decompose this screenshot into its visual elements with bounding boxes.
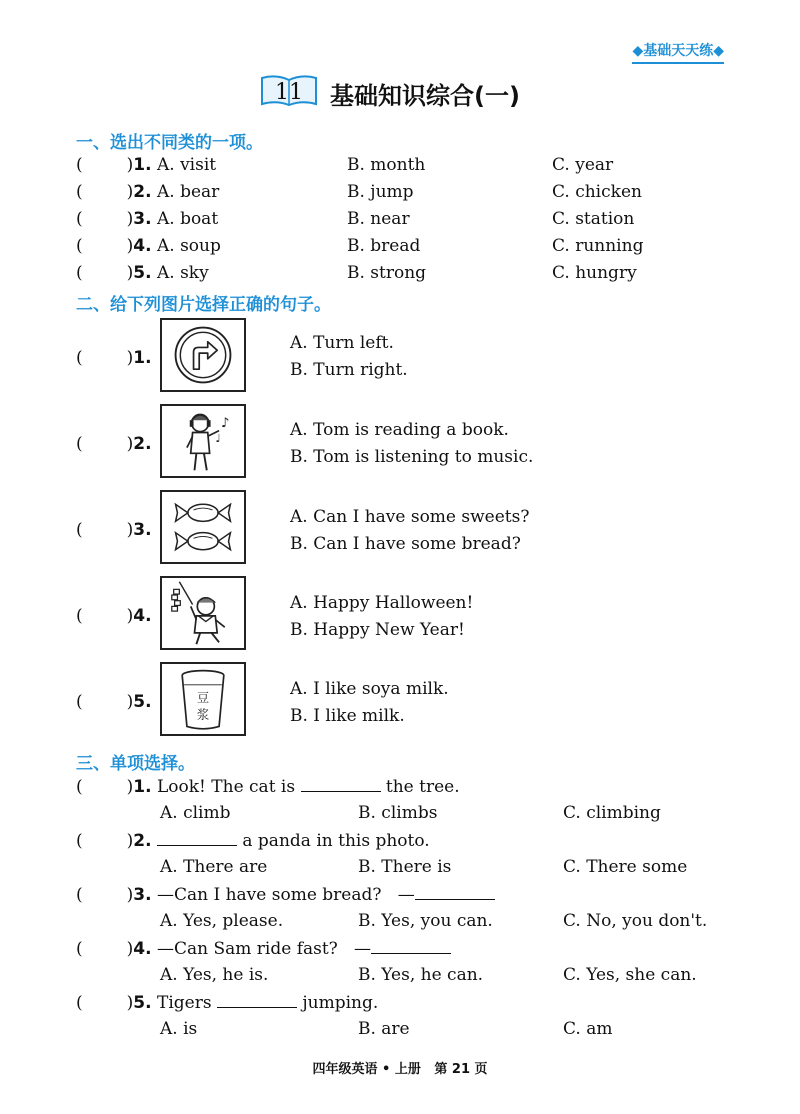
question-text-before: Tigers [156, 993, 212, 1013]
section3-heading: 三、单项选择。 [76, 754, 195, 774]
answer-paren-open[interactable]: ( [76, 520, 83, 540]
answer-paren-open[interactable]: ( [76, 939, 83, 959]
section1-heading: 一、选出不同类的一项。 [76, 133, 263, 153]
item-number: 2. [133, 182, 152, 202]
s3-item-5-a: A. is [160, 1019, 198, 1039]
s3-item-1-a: A. climb [160, 803, 231, 823]
soya-milk-cup-icon [160, 662, 246, 736]
s3-item-1-c: C. climbing [563, 803, 661, 823]
sweets-icon [160, 490, 246, 564]
section2-heading: 二、给下列图片选择正确的句子。 [76, 295, 331, 315]
answer-paren-close: ) [126, 777, 134, 797]
item-number: 3. [133, 885, 152, 905]
option-a: A. sky [156, 263, 209, 283]
s2-item-3-b: B. Can I have some bread? [290, 534, 521, 554]
s3-item-5-b: B. are [358, 1019, 410, 1039]
s3-item-4-question [76, 935, 451, 961]
answer-paren-close: ) [126, 434, 134, 454]
s3-item-3-a: A. Yes, please. [160, 911, 284, 931]
turn-right-sign-icon [160, 318, 246, 392]
s1-item-1 [76, 152, 216, 178]
s1-item-1-b: B. month [347, 155, 426, 175]
s2-item-3-a: A. Can I have some sweets? [290, 507, 530, 527]
answer-blank[interactable] [217, 989, 297, 1008]
answer-paren-close: ) [126, 993, 134, 1013]
answer-paren-close: ) [126, 263, 134, 283]
s3-item-3-c: C. No, you don't. [563, 911, 708, 931]
s1-item-1-c: C. year [552, 155, 614, 175]
s2-item-5-answer [76, 689, 152, 715]
answer-paren-close: ) [126, 209, 134, 229]
option-a: A. soup [156, 236, 221, 256]
item-number: 1. [133, 155, 152, 175]
question-text-after: jumping. [302, 993, 379, 1013]
question-text-after: the tree. [385, 777, 460, 797]
s2-item-1-b: B. Turn right. [290, 360, 408, 380]
answer-paren-close: ) [126, 520, 134, 540]
s2-item-2-a: A. Tom is reading a book. [290, 420, 509, 440]
unit-number: 11 [275, 80, 303, 105]
s1-item-5-b: B. strong [347, 263, 427, 283]
s1-item-5 [76, 260, 209, 286]
s3-item-5-question [76, 989, 378, 1015]
answer-paren-close: ) [126, 885, 134, 905]
item-number: 5. [133, 692, 152, 712]
answer-paren-open[interactable]: ( [76, 263, 83, 283]
s2-item-1-answer [76, 345, 152, 371]
answer-paren-close: ) [126, 606, 134, 626]
item-number: 3. [133, 209, 152, 229]
item-number: 4. [133, 236, 152, 256]
item-number: 2. [133, 434, 152, 454]
s3-item-2-question [76, 827, 430, 853]
cup-text-1: 豆 [196, 690, 210, 705]
s1-item-3-c: C. station [552, 209, 635, 229]
answer-blank[interactable] [301, 773, 381, 792]
s3-item-5-c: C. am [563, 1019, 613, 1039]
svg-text:♪: ♪ [220, 415, 230, 431]
item-number: 5. [133, 993, 152, 1013]
s2-item-1-a: A. Turn left. [290, 333, 394, 353]
item-number: 5. [133, 263, 152, 283]
item-number: 2. [133, 831, 152, 851]
answer-paren-close: ) [126, 348, 134, 368]
s3-item-4-c: C. Yes, she can. [563, 965, 697, 985]
s2-item-2-answer [76, 431, 152, 457]
s3-item-4-a: A. Yes, he is. [160, 965, 269, 985]
s1-item-2-c: C. chicken [552, 182, 642, 202]
answer-paren-close: ) [126, 939, 134, 959]
item-number: 1. [133, 777, 152, 797]
s3-item-3-b: B. Yes, you can. [358, 911, 493, 931]
answer-paren-close: ) [126, 182, 134, 202]
s3-item-1-question [76, 773, 460, 799]
item-number: 3. [133, 520, 152, 540]
s1-item-2-b: B. jump [347, 182, 414, 202]
option-a: A. bear [156, 182, 220, 202]
answer-paren-open[interactable]: ( [76, 348, 83, 368]
s1-item-3-b: B. near [347, 209, 410, 229]
s2-item-2-b: B. Tom is listening to music. [290, 447, 534, 467]
question-text-before: —Can I have some bread? — [156, 885, 415, 905]
s2-item-5-a: A. I like soya milk. [290, 679, 449, 699]
answer-paren-open[interactable]: ( [76, 692, 83, 712]
svg-text:♩: ♩ [215, 430, 221, 445]
option-a: A. visit [156, 155, 217, 175]
answer-paren-open[interactable]: ( [76, 831, 83, 851]
item-number: 1. [133, 348, 152, 368]
page-title: 基础知识综合(一) [330, 82, 520, 110]
s2-item-4-a: A. Happy Halloween! [290, 593, 474, 613]
answer-paren-open[interactable]: ( [76, 236, 83, 256]
s3-item-1-b: B. climbs [358, 803, 438, 823]
s2-item-4-b: B. Happy New Year! [290, 620, 465, 640]
cup-text-2: 浆 [196, 707, 210, 722]
answer-paren-close: ) [126, 692, 134, 712]
s1-item-4-c: C. running [552, 236, 644, 256]
s1-item-3 [76, 206, 218, 232]
answer-paren-open[interactable]: ( [76, 606, 83, 626]
page-footer: 四年级英语 • 上册 第 21 页 [312, 1062, 488, 1077]
s2-item-4-answer [76, 603, 152, 629]
new-year-boy-icon [160, 576, 246, 650]
answer-paren-open[interactable]: ( [76, 885, 83, 905]
answer-paren-open[interactable]: ( [76, 209, 83, 229]
answer-paren-close: ) [126, 155, 134, 175]
item-number: 4. [133, 606, 152, 626]
answer-paren-open[interactable]: ( [76, 434, 83, 454]
answer-paren-open[interactable]: ( [76, 182, 83, 202]
question-text-before: Look! The cat is [156, 777, 296, 797]
answer-blank[interactable] [415, 881, 495, 900]
s3-item-2-c: C. There some [563, 857, 688, 877]
s3-item-2-a: A. There are [160, 857, 268, 877]
s2-item-3-answer [76, 517, 152, 543]
s1-item-4-b: B. bread [347, 236, 421, 256]
s3-item-2-b: B. There is [358, 857, 452, 877]
answer-paren-close: ) [126, 831, 134, 851]
question-text-before: —Can Sam ride fast? — [156, 939, 372, 959]
s1-item-4 [76, 233, 221, 259]
answer-paren-close: ) [126, 236, 134, 256]
unit-badge-icon [258, 72, 320, 108]
item-number: 4. [133, 939, 152, 959]
option-a: A. boat [156, 209, 219, 229]
s3-item-4-b: B. Yes, he can. [358, 965, 484, 985]
s3-item-3-question [76, 881, 495, 907]
header-tag: ◆基础天天练◆ [632, 40, 724, 64]
s1-item-2 [76, 179, 219, 205]
question-text-after: a panda in this photo. [242, 831, 430, 851]
answer-blank[interactable] [371, 935, 451, 954]
s2-item-5-b: B. I like milk. [290, 706, 405, 726]
s1-item-5-c: C. hungry [552, 263, 637, 283]
answer-blank[interactable] [157, 827, 237, 846]
answer-paren-open[interactable]: ( [76, 777, 83, 797]
answer-paren-open[interactable]: ( [76, 155, 83, 175]
answer-paren-open[interactable]: ( [76, 993, 83, 1013]
boy-music-icon [160, 404, 246, 478]
